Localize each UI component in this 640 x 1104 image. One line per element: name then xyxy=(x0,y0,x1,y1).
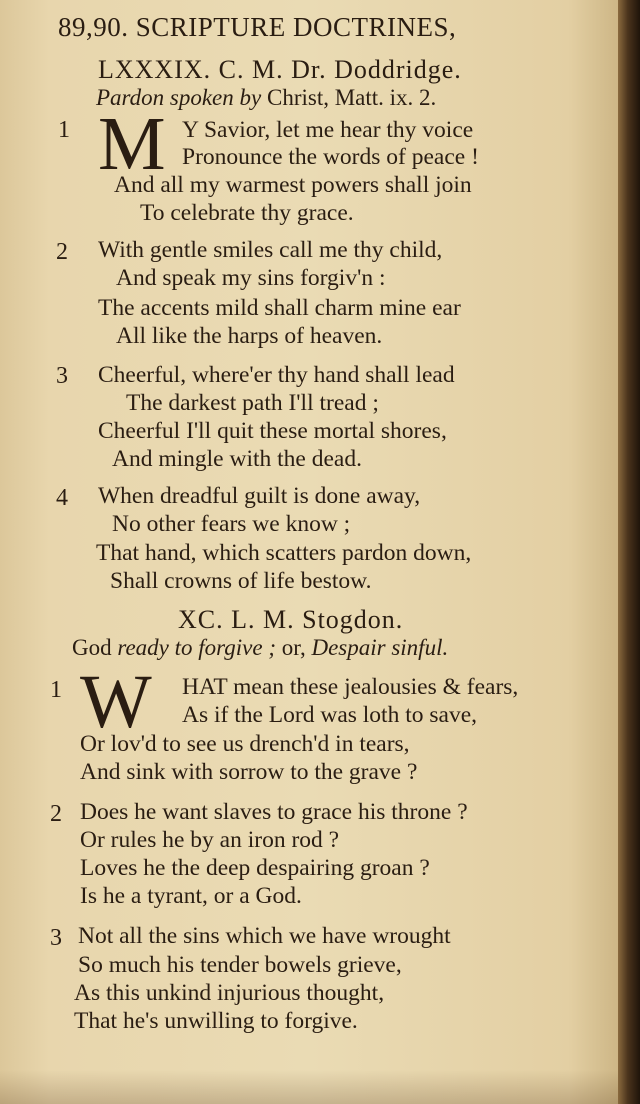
verse-line: That hand, which scatters pardon down, xyxy=(96,540,472,566)
stanza-number: 4 xyxy=(56,485,68,511)
running-header: 89,90. SCRIPTURE DOCTRINES, xyxy=(58,12,457,42)
hymn-89-title: LXXXIX. C. M. Dr. Doddridge. xyxy=(98,55,462,84)
stanza-number: 2 xyxy=(56,239,68,265)
verse-line: With gentle smiles call me thy child, xyxy=(98,237,443,263)
verse-line: The accents mild shall charm mine ear xyxy=(98,295,461,321)
drop-cap: W xyxy=(80,660,152,744)
verse-line: When dreadful guilt is done away, xyxy=(98,483,421,509)
verse-line: And sink with sorrow to the grave ? xyxy=(80,759,418,785)
verse-line: And speak my sins forgiv'n : xyxy=(116,265,386,291)
verse-line: Shall crowns of life bestow. xyxy=(110,568,372,594)
verse-line: Or rules he by an iron rod ? xyxy=(80,827,340,853)
hymn-90-subtitle-c: or, xyxy=(275,635,312,660)
verse-line: The darkest path I'll tread ; xyxy=(126,390,379,416)
verse-line: To celebrate thy grace. xyxy=(140,200,354,226)
hymn-90-subtitle-b: ready to forgive ; xyxy=(117,635,276,660)
drop-cap: M xyxy=(98,102,166,186)
hymn-90-title: XC. L. M. Stogdon. xyxy=(178,605,404,634)
verse-line: And mingle with the dead. xyxy=(112,446,362,472)
verse-line: Pronounce the words of peace ! xyxy=(182,144,479,170)
verse-line: Y Savior, let me hear thy voice xyxy=(182,117,474,143)
verse-line: HAT mean these jealousies & fears, xyxy=(182,674,519,700)
verse-line: Cheerful, where'er thy hand shall lead xyxy=(98,362,455,388)
hymn-90-subtitle xyxy=(72,636,448,659)
verse-line: All like the harps of heaven. xyxy=(116,323,383,349)
verse-line: Does he want slaves to grace his throne ? xyxy=(80,799,468,825)
hymn-89-subtitle-italic: Pardon spoken by xyxy=(96,85,262,110)
verse-line: Not all the sins which we have wrought xyxy=(78,923,451,949)
verse-line: As this unkind injurious thought, xyxy=(74,980,385,1006)
verse-line: So much his tender bowels grieve, xyxy=(78,952,402,978)
verse-line: And all my warmest powers shall join xyxy=(114,172,472,198)
stanza-number: 1 xyxy=(50,677,62,703)
stanza-number: 1 xyxy=(58,117,70,143)
stanza-number: 3 xyxy=(50,925,62,951)
verse-line: That he's unwilling to forgive. xyxy=(74,1008,358,1034)
verse-line: Is he a tyrant, or a God. xyxy=(80,883,302,909)
verse-line: Or lov'd to see us drench'd in tears, xyxy=(80,731,410,757)
hymn-90-subtitle-a: God xyxy=(72,635,118,660)
verse-line: Cheerful I'll quit these mortal shores, xyxy=(98,418,447,444)
hymn-89-subtitle-rest: Christ, Matt. ix. 2. xyxy=(261,85,437,110)
hymn-90-subtitle-d: Despair sinful. xyxy=(311,635,449,660)
page-bottom-shading xyxy=(0,1070,618,1104)
book-spine-edge xyxy=(618,0,640,1104)
verse-line: Loves he the deep despairing groan ? xyxy=(80,855,430,881)
verse-line: No other fears we know ; xyxy=(112,511,351,537)
stanza-number: 2 xyxy=(50,801,62,827)
verse-line: As if the Lord was loth to save, xyxy=(182,702,478,728)
stanza-number: 3 xyxy=(56,363,68,389)
